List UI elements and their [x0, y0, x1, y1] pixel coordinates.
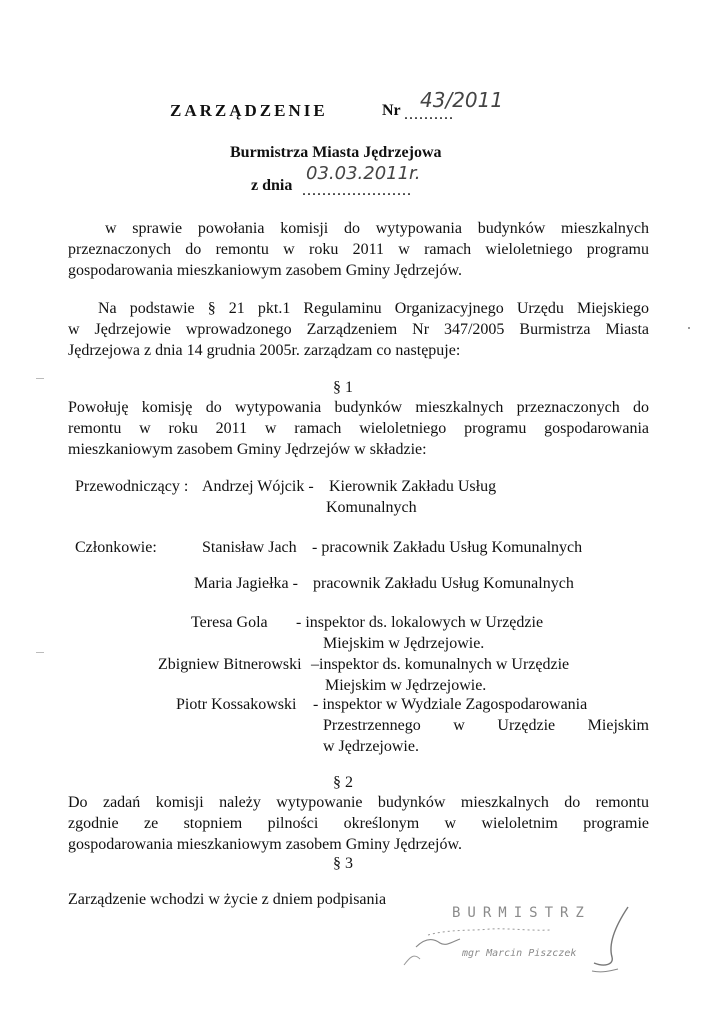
member-5-name: Piotr Kossakowski — [176, 696, 297, 713]
member-5-role-line-3: w Jędrzejowie. — [323, 738, 419, 755]
basis-line-3: Jędrzejowa z dnia 14 grudnia 2005r. zarządzam co następuje: — [68, 342, 461, 359]
basis-line-1: Na podstawie § 21 pkt.1 Regulaminu Organizacyjnego Urzędu Miejskiego — [98, 300, 649, 317]
member-4-name: Zbigniew Bitnerowski — [158, 656, 302, 673]
number-label: Nr — [382, 102, 401, 119]
member-3-name: Teresa Gola — [191, 614, 268, 631]
chair-name: Andrzej Wójcik - — [202, 478, 314, 495]
member-2-name: Maria Jagiełka - — [194, 575, 298, 592]
member-4-role-line-2: Miejskim w Jędrzejowie. — [325, 677, 487, 694]
stamp-title: BURMISTRZ — [452, 905, 591, 921]
section-3-heading: § 3 — [333, 855, 353, 872]
date-handwritten: 03.03.2011r. — [306, 163, 421, 184]
margin-dot — [688, 327, 690, 329]
margin-mark-2 — [36, 652, 44, 653]
stamp-name: mgr Marcin Piszczek — [462, 948, 577, 959]
member-5-role-line-1: - inspektor w Wydziale Zagospodarowania — [313, 696, 588, 713]
member-2-role: pracownik Zakładu Usług Komunalnych — [313, 575, 574, 592]
number-dots: .......... — [404, 106, 454, 123]
section-1-line-2: remontu w roku 2011 w ramach wieloletniego programu gospodarowania — [68, 420, 649, 437]
date-label: z dnia — [251, 177, 293, 194]
document-title: ZARZĄDZENIE — [170, 101, 328, 120]
subject-line-3: gospodarowania mieszkaniowym zasobem Gminy Jędrzejów. — [68, 262, 462, 279]
issuer-line: Burmistrza Miasta Jędrzejowa — [230, 144, 442, 161]
subject-line-2: przeznaczonych do remontu w roku 2011 w ramach wieloletniego programu — [68, 241, 649, 258]
member-1-name: Stanisław Jach — [202, 539, 297, 556]
member-4-role-line-1: –inspektor ds. komunalnych w Urzędzie — [311, 656, 570, 673]
margin-mark-1 — [36, 378, 44, 379]
subject-line-1: w sprawie powołania komisji do wytypowania budynków mieszkalnych — [105, 220, 649, 237]
section-2-line-2: zgodnie ze stopniem pilności określonym w wieloletnim programie — [68, 815, 649, 832]
section-1-line-3: mieszkaniowym zasobem Gminy Jędrzejów w składzie: — [68, 441, 427, 458]
signature — [380, 895, 640, 985]
section-3-line-1: Zarządzenie wchodzi w życie z dniem podpisania — [68, 891, 387, 908]
section-2-line-1: Do zadań komisji należy wytypowanie budynków mieszkalnych do remontu — [68, 794, 649, 811]
chair-role-line-1: Kierownik Zakładu Usług — [329, 478, 497, 495]
member-3-role-line-1: - inspektor ds. lokalowych w Urzędzie — [296, 614, 544, 631]
members-label: Członkowie: — [75, 539, 157, 556]
member-3-role-line-2: Miejskim w Jędrzejowie. — [323, 635, 485, 652]
chair-role-line-2: Komunalnych — [326, 499, 417, 516]
section-2-heading: § 2 — [333, 774, 353, 791]
section-1-heading: § 1 — [333, 379, 353, 396]
section-1-line-1: Powołuję komisję do wytypowania budynków mieszkalnych przeznaczonych do — [68, 399, 649, 416]
member-1-role: - pracownik Zakładu Usług Komunalnych — [312, 539, 583, 556]
date-dots: ...................... — [302, 182, 412, 199]
number-handwritten: 43/2011 — [420, 88, 504, 112]
section-2-line-3: gospodarowania mieszkaniowym zasobem Gminy Jędrzejów. — [68, 836, 462, 853]
member-5-role-line-2: Przestrzennego w Urzędzie Miejskim — [323, 717, 649, 734]
chair-label: Przewodniczący : — [75, 478, 189, 495]
basis-line-2: w Jędrzejowie wprowadzonego Zarządzeniem Nr 347/2005 Burmistrza Miasta — [68, 321, 649, 338]
